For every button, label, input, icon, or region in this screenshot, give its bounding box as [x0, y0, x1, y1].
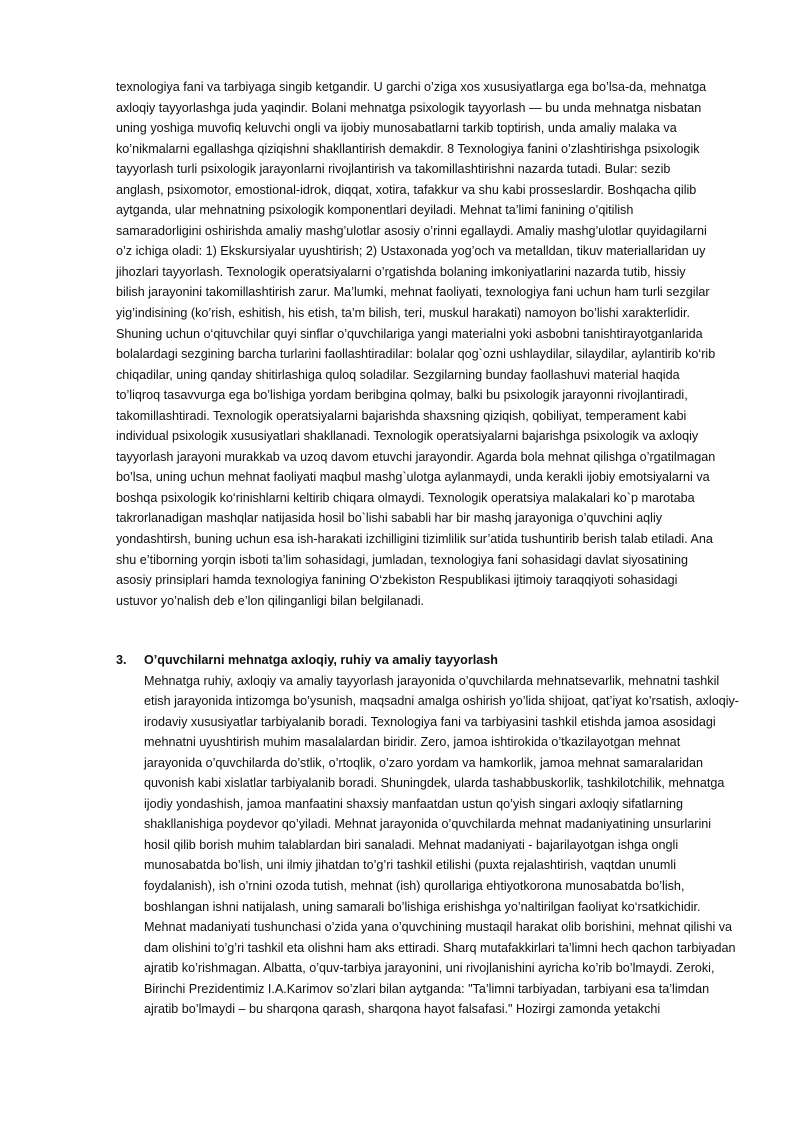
section-title: O’quvchilarni mehnatga axloqiy, ruhiy va amaliy tayyorlash [144, 653, 498, 667]
section-paragraph: Mehnatga ruhiy, axloqiy va amaliy tayyorlash jarayonida o’quvchilarda mehnatsevarlik, mehnatni tashkil etish jarayonida intizomga bo’ysunish, maqsadni amalga oshirish yo’lida shijoat, qat’iyat ko’rsatish, axloqiy-irodaviy xususiyatlar tarbiyalanib boradi. Texnologiya fani va tarbiyasini tashkil etishda jamoa asosidagi mehnatni uyushtirish muhim masalalardan biridir. Zero, jamoa ishtirokida o’tkazilayotgan mehnat jarayonida o’quvchilarda do’stlik, o’rtoqlik, o’zaro yordam va hamkorlik, jamoa mehnat samaralaridan quvonish kabi xislatlar tarbiyalanib boradi. Shuningdek, ularda tashabbuskorlik, tashkilotchilik, mehnatga ijodiy yondashish, jamoa manfaatini shaxsiy manfaatdan ustun qo’yish singari axloqiy sifatlarning shakllanishiga poydevor qo’yiladi. Mehnat jarayonida o’quvchilarda mehnat madaniyatining unsurlarini hosil qilib borish muhim talablardan biri sanaladi. Mehnat madaniyati - bajarilayotgan ishga ongli munosabatda bo’lish, uni ilmiy jihatdan to’g’ri tashkil etilishi (puxta rejalashtirish, vaqtdan unumli foydalanish), ish o’rnini ozoda tutish, mehnat (ish) qurollariga ehtiyotkorona munosabatda bo’lish, boshlangan ishni natijalash, uning samarali bo’lishiga erishishga yo’naltirilgan faoliyat ko‘rsatkichidir. Mehnat madaniyati tushunchasi o’zida yana o’quvchining mustaqil harakat olib borishini, mehnat qilishi va dam olishini to’g’ri tashkil eta olishni ham aks ettiradi. Sharq mutafakkirlari ta’limni hech qachon tarbiyadan ajratib ko’rishmagan. Albatta, o’quv-tarbiya jarayonini, uni rivojlanishini ayricha ko’rib bo’lmaydi. Zeroki, Birinchi Prezidentimiz I.A.Karimov so’zlari bilan aytganda: "Ta’limni tarbiyadan, tarbiyani esa ta’limdan ajratib bo’lmaydi – bu sharqona qarash, sharqona hayot falsafasi." Hozirgi zamonda yetakchi [144, 673, 740, 1017]
body-paragraph: texnologiya fani va tarbiyaga singib ketgandir. U garchi o’ziga xos xususiyatlarga ega bo’lsa-da, mehnatga axloqiy tayyorlashga juda yaqindir. Bolani mehnatga psixologik tayyorlash — bu unda mehnatga nisbatan uning yoshiga muvofiq keluvchi ongli va ijobiy munosabatlarni tarkib toptirish, unda amaliy malaka va ko’nikmalarni egallashga qiziqishni shakllantirish demakdir. 8 Texnologiya fanini o’zlashtirishga psixologik tayyorlash turli psixologik jarayonlarni rivojlantirish va takomillashtirishni nazarda tutadi. Bular: sezib anglash, psixomotor, emostional-idrok, diqqat, xotira, tafakkur va shu kabi prosseslardir. Boshqacha qilib aytganda, ular mehnatning psixologik komponentlari deyiladi. Mehnat ta’limi fanining o’qitilish samaradorligini oshirishda amaliy mashg’ulotlar asosiy o’rinni egallaydi. Amaliy mashg’ulotlar quyidagilarni o’z ichiga oladi: 1) Ekskursiyalar uyushtirish; 2) Ustaxonada yog’och va metalldan, tikuv materiallaridan uy jihozlari tayyorlash. Texnologik operatsiyalarni o’rgatishda bolaning imkoniyatlarini nazarda tutib, hissiy bilish jarayonini takomillashtirish zarur. Ma’lumki, mehnat faoliyati, texnologiya fani uchun ham turli sezgilar yig’indisining (ko’rish, eshitish, his etish, ta’m bilish, teri, muskul harakati) namoyon bo’lishi xarakterlidir. Shuning uchun o‘qituvchilar quyi sinflar o’quvchilariga yangi materialni yoki asbobni tanishtirayotganlarida bolalardagi sezgining barcha turlarini faollashtiradilar: bolalar qog`ozni ushlaydilar, silaydilar, aylantirib ko‘rib chiqadilar, uning qanday shitirlashiga quloq soladilar. Sezgilarning bunday faollashuvi material haqida to’liqroq tasavvurga ega bo’lishiga yordam beribgina qolmay, balki bu psixologik jarayonni rivojlantiradi, takomillashtiradi. Texnologik operatsiyalarni bajarishda shaxsning qiziqish, qobiliyat, temperament kabi individual psixologik xususiyatlari shakllanadi. Texnologik operatsiyalarni bajarishga psixologik va axloqiy tayyorlash jarayoni murakkab va uzoq davom etuvchi jarayondir. Agarda bola mehnat qilishga o’rgatilmagan bo’lsa, uning uchun mehnat faoliyati maqbul mashg`ulotga aylanmaydi, unda kerakli ijobiy emotsiyalarni va boshqa psixologik ko‘rinishlarni keltirib chiqara olmaydi. Texnologik operatsiya malakalari ko`p marotaba takrorlanadigan mashqlar natijasida hosil bo`lishi sababli har bir mashq jarayoniga o’quvchini aqliy yondashtirsh, buning uchun esa ish-harakati izchilligini tizimlilik sur’atida tushuntirib berish talab etiladi. Ana shu e’tiborning yorqin isboti ta’lim sohasidagi, jumladan, texnologiya fani sohasidagi davlat siyosatining asosiy prinsiplari hamda texnologiya fanining O‘zbekiston Respublikasi ijtimoiy taraqqiyoti sohasidagi ustuvor yo’nalish deb e’lon qilinganligi bilan belgilanadi. [116, 80, 716, 608]
section-number: 3. [116, 653, 127, 667]
section-heading [116, 650, 746, 671]
section-3 [116, 650, 746, 1020]
